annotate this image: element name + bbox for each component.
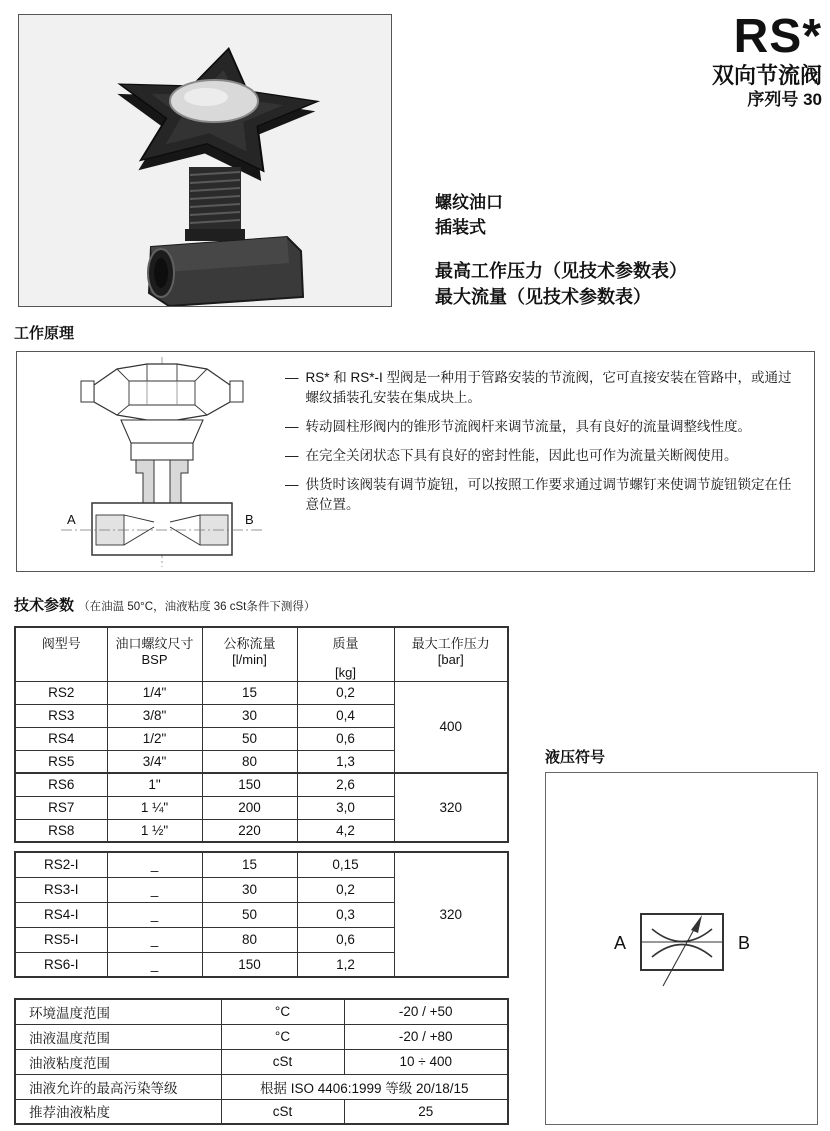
tech-title: 技术参数 <box>14 597 75 614</box>
col-thread: 油口螺纹尺寸 BSP <box>107 627 202 681</box>
throttle-valve-symbol <box>546 773 817 1124</box>
table-row: RS4 1/2" 50 0,6 <box>15 727 508 750</box>
symbol-port-a-label: A <box>614 933 627 953</box>
valve-photo <box>19 15 391 306</box>
max-flow-line: 最大流量（见技术参数表） <box>435 287 651 307</box>
bullet-text: RS* 和 RS*-I 型阀是一种用于管路安装的节流阀，它可直接安装在管路中，或通过螺纹插装孔安装在集成块上。 <box>305 370 792 405</box>
principle-bullet <box>285 368 797 408</box>
pressure-group-320-i: 320 <box>394 852 508 977</box>
tech-title-row <box>14 594 315 615</box>
bullet-dash: — <box>285 419 299 434</box>
table-row: 推荐油液粘度 cSt 25 <box>15 1099 508 1124</box>
spec-table-rs-i <box>14 851 509 978</box>
max-pressure-line: 最高工作压力（见技术参数表） <box>435 261 687 281</box>
table-row: RS2-I _ 15 0,15 320 <box>15 852 508 877</box>
mount-type: 插装式 <box>435 218 486 237</box>
contamination-standard: 根据 ISO 4406:1999 等级 20/18/15 <box>221 1074 508 1099</box>
series-title: RS* <box>733 10 822 63</box>
table-row: RS4-I _ 50 0,3 <box>15 902 508 927</box>
conditions-table <box>14 998 509 1125</box>
product-photo-frame <box>18 14 392 307</box>
principle-bullet <box>285 417 797 437</box>
series-serial: 序列号 30 <box>747 90 822 109</box>
tech-note: （在油温 50°C，油液粘度 36 cSt条件下测得） <box>78 601 316 613</box>
valve-cross-section-drawing <box>59 357 265 567</box>
table-row: RS5-I _ 80 0,6 <box>15 927 508 952</box>
table-row: RS3-I _ 30 0,2 <box>15 877 508 902</box>
principle-box <box>16 351 815 572</box>
principle-bullet <box>285 475 797 515</box>
spec-header-row <box>15 627 508 681</box>
symbol-port-b-label: B <box>738 933 751 953</box>
bullet-text: 供货时该阀装有调节旋钮，可以按照工作要求通过调节螺钉来使调节旋钮锁定在任意位置。 <box>305 477 792 512</box>
col-model: 阀型号 <box>15 627 107 681</box>
table-row: 油液温度范围 °C -20 / +80 <box>15 1024 508 1049</box>
table-row: RS5 3/4" 80 1,3 <box>15 750 508 773</box>
table-row: RS6-I _ 150 1,2 <box>15 952 508 977</box>
bullet-text: 在完全关闭状态下具有良好的密封性能，因此也可作为流量关断阀使用。 <box>305 448 738 463</box>
principle-title: 工作原理 <box>14 325 75 342</box>
pressure-group-400: 400 <box>394 681 508 773</box>
table-row: RS6 1" 150 2,6 320 <box>15 773 508 796</box>
bullet-text: 转动圆柱形阀内的锥形节流阀杆来调节流量，具有良好的流量调整线性度。 <box>305 419 751 434</box>
symbol-title: 液压符号 <box>545 749 606 766</box>
table-row: RS8 1 ½" 220 4,2 <box>15 819 508 842</box>
bullet-dash: — <box>285 448 299 463</box>
bullet-dash: — <box>285 477 299 492</box>
intro-limits-block <box>435 258 687 310</box>
table-row: 油液允许的最高污染等级 根据 ISO 4406:1999 等级 20/18/15 <box>15 1074 508 1099</box>
spec-table-rs <box>14 626 509 843</box>
drawing-port-b-label: B <box>245 512 254 527</box>
symbol-box <box>545 772 818 1125</box>
table-row: RS7 1 ¼" 200 3,0 <box>15 796 508 819</box>
col-flow: 公称流量 [l/min] <box>202 627 297 681</box>
table-row: 环境温度范围 °C -20 / +50 <box>15 999 508 1024</box>
brand-block <box>712 12 822 111</box>
col-mass: 质量 [kg] <box>297 627 394 681</box>
series-subtitle: 双向节流阀 <box>711 63 822 88</box>
port-type: 螺纹油口 <box>435 193 503 212</box>
intro-port-block <box>435 190 503 240</box>
principle-bullets <box>285 368 797 524</box>
principle-bullet <box>285 446 797 466</box>
pressure-group-320: 320 <box>394 773 508 842</box>
table-row: 油液粘度范围 cSt 10 ÷ 400 <box>15 1049 508 1074</box>
col-pressure: 最大工作压力 [bar] <box>394 627 508 681</box>
table-row: RS2 1/4" 15 0,2 400 <box>15 681 508 704</box>
bullet-dash: — <box>285 370 299 385</box>
table-row: RS3 3/8" 30 0,4 <box>15 704 508 727</box>
drawing-port-a-label: A <box>67 512 76 527</box>
